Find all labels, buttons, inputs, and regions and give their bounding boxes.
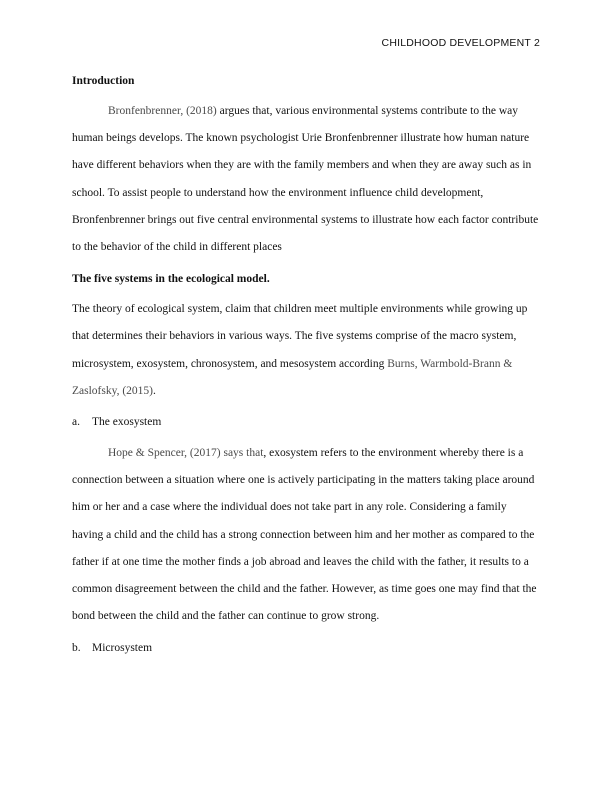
running-head: CHILDHOOD DEVELOPMENT 2	[381, 37, 540, 49]
list-item-microsystem	[72, 639, 540, 657]
intro-citation: Bronfenbrenner, (2018)	[108, 105, 217, 117]
systems-citation: Burns, Warmbold-Brann & Zaslofsky, (2015)	[72, 357, 513, 397]
list-label-exosystem: The exosystem	[92, 416, 162, 429]
list-marker-a: a.	[72, 416, 80, 429]
systems-paragraph	[72, 296, 540, 405]
exosystem-citation: Hope & Spencer, (2017) says that	[108, 447, 264, 460]
systems-end: .	[153, 384, 156, 397]
systems-heading: The five systems in the ecological model.	[72, 273, 270, 286]
intro-text: argues that, various environmental systems contribute to the way human beings develops. The known psychologist Urie Bronfenbrenner illustrate how human nature have different behaviors when they are with the family members and when they are away such as in school. To assist people to understand how the environment influence child development, Bronfenbrenner brings out five central environmental systems to illustrate how each factor contribute to the behavior of the child in different places	[72, 105, 539, 254]
document-body	[72, 70, 540, 657]
intro-paragraph	[72, 98, 540, 261]
intro-heading: Introduction	[72, 75, 135, 87]
list-item-exosystem	[72, 413, 540, 431]
list-label-microsystem: Microsystem	[92, 642, 153, 655]
exosystem-paragraph	[72, 440, 540, 630]
exosystem-text: , exosystem refers to the environment whereby there is a connection between a situation where one is actively participating in the matters taking place around him or her and a case where the individual does not take part in any role. Considering a family having a child and the child has a strong connection between him and her mother as compared to the father if at one time the mother finds a job abroad and leaves the child with the father, it results to a common disagreement between the child and the father. However, as time goes one may find that the bond between the child and the father can continue to grow strong.	[72, 447, 537, 623]
list-marker-b: b.	[72, 642, 81, 655]
systems-text: The theory of ecological system, claim that children meet multiple environments while growing up that determines their behaviors in various ways. The five systems comprise of the macro system, microsystem, exosystem, chronosystem, and mesosystem according	[72, 303, 528, 370]
